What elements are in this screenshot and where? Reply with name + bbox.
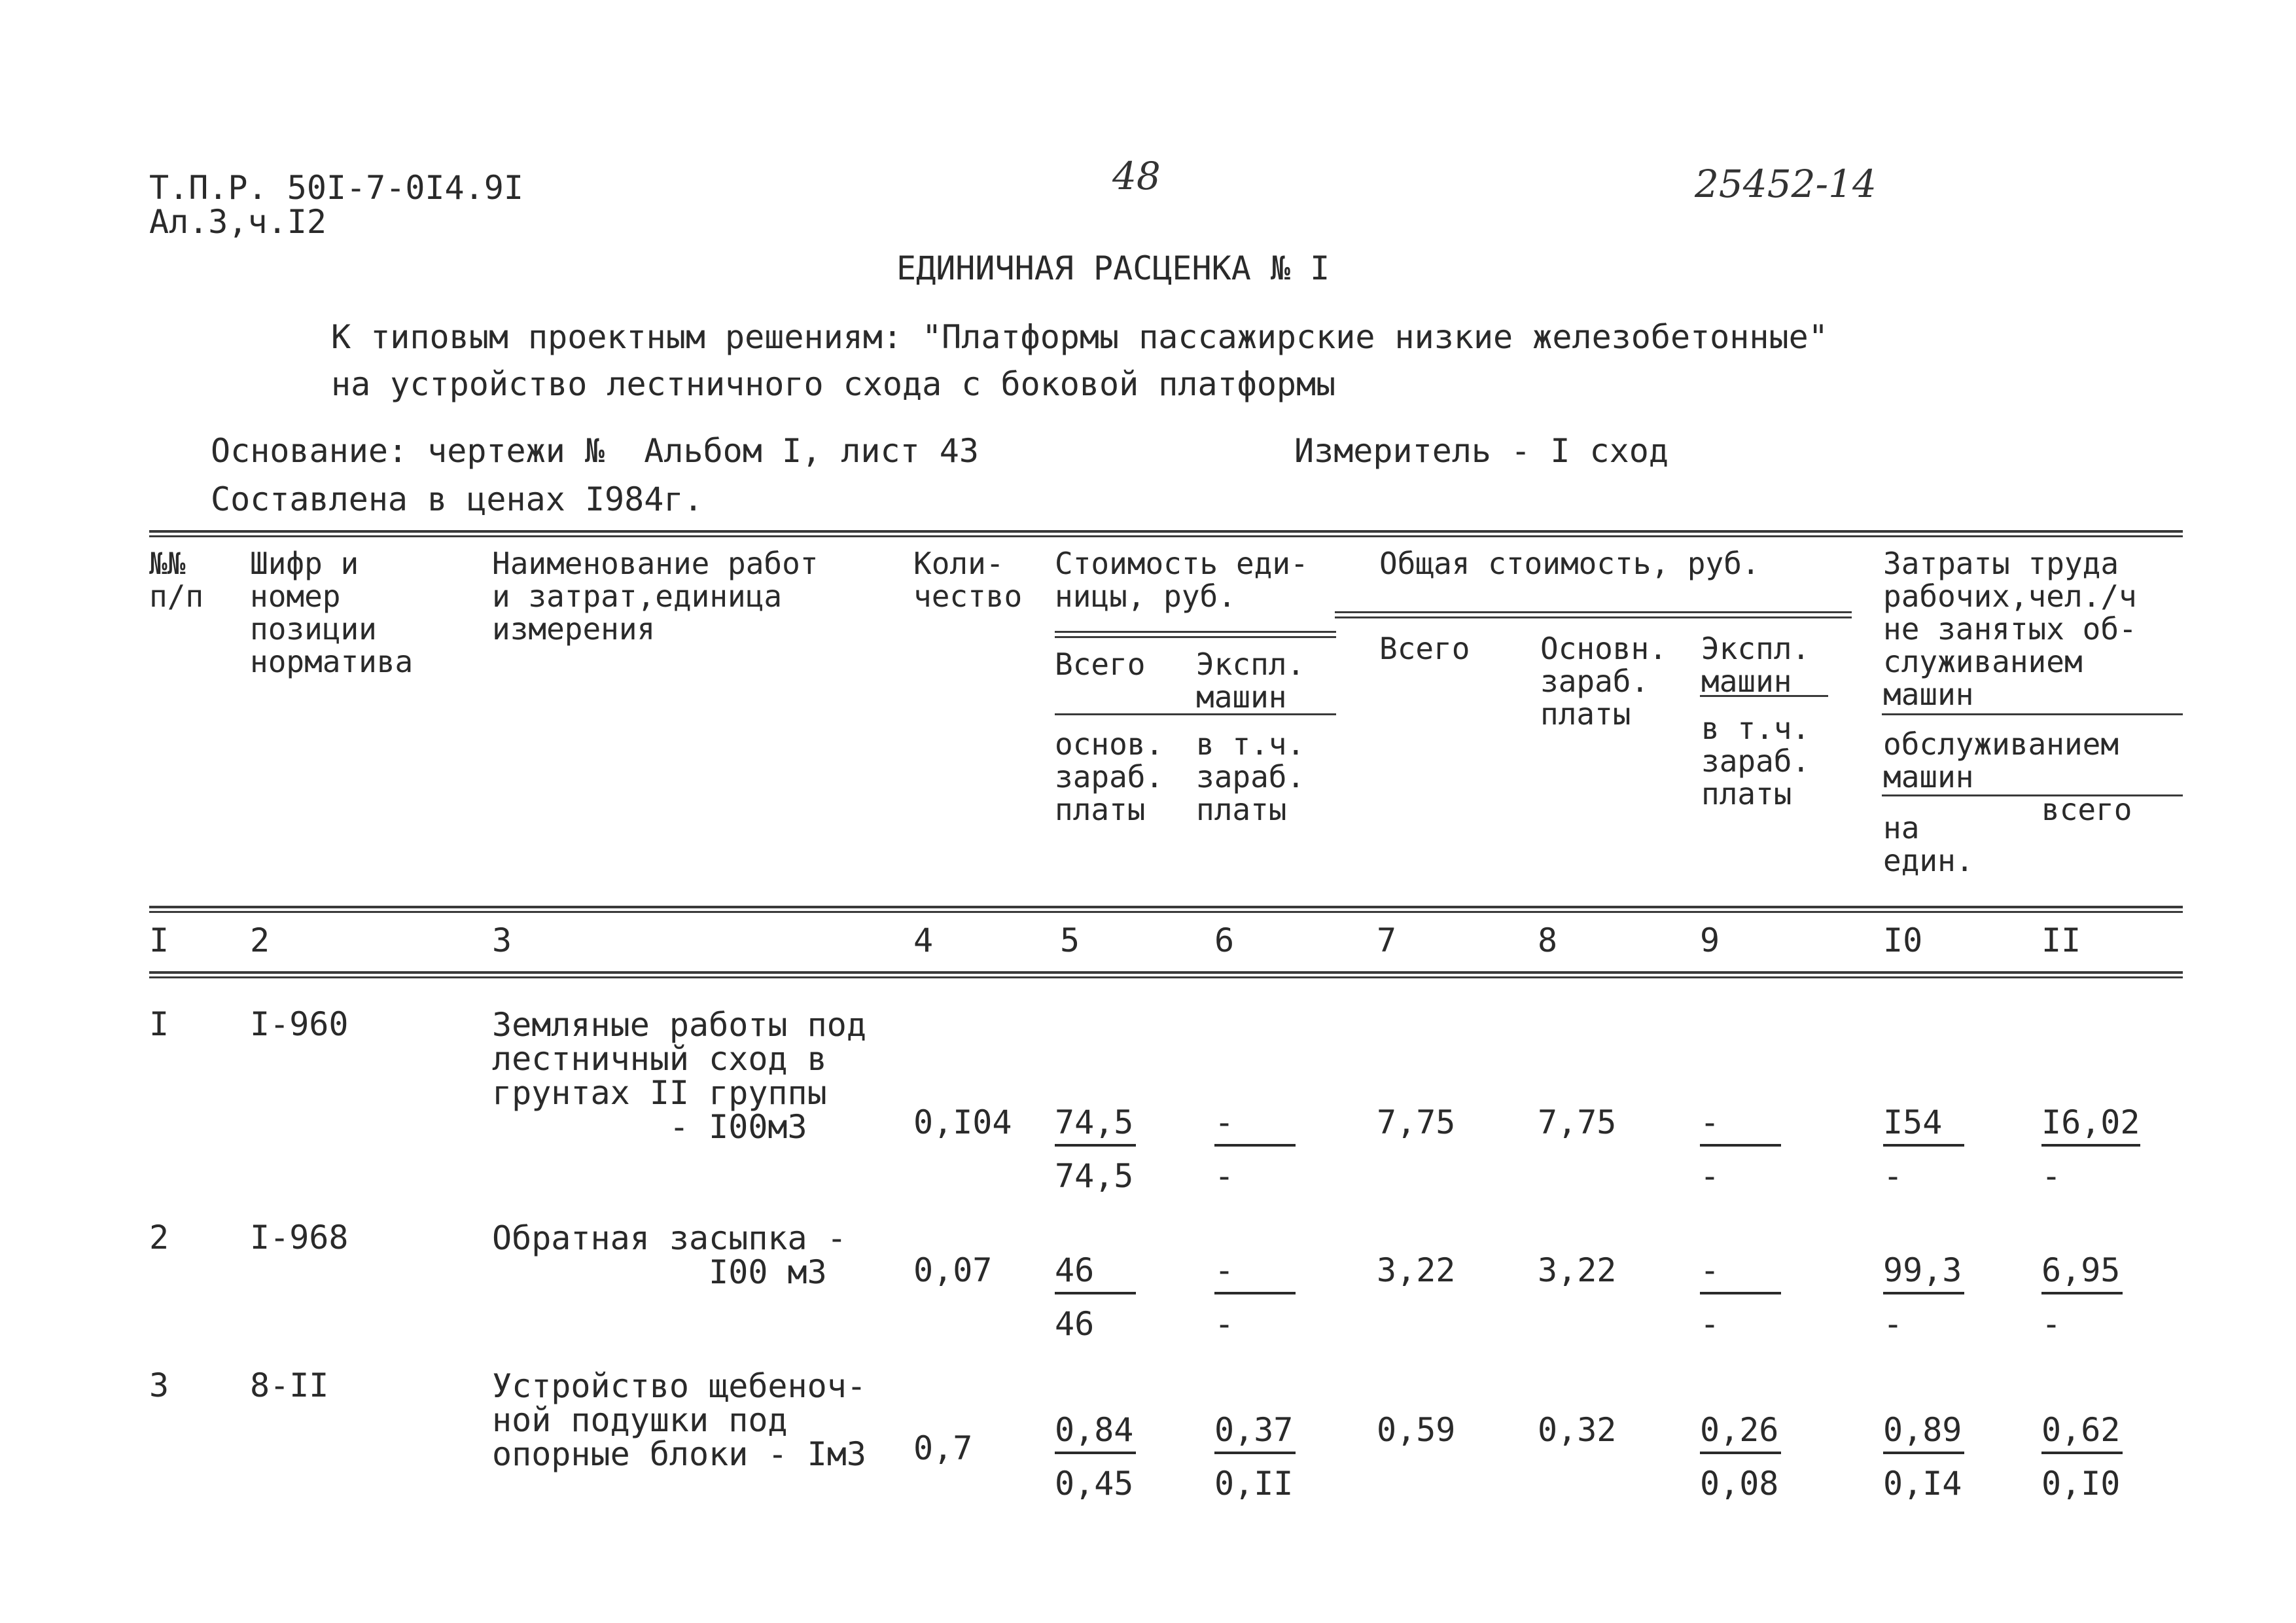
table-top-rule-2 (149, 535, 2183, 537)
column-number: 9 (1700, 921, 1720, 959)
row-2-col7: 3,22 (1377, 1251, 1456, 1289)
unit-cost-rule (1055, 631, 1336, 633)
row-1-col8: 7,75 (1538, 1103, 1617, 1141)
row-2-col10-unit: 99,3 (1883, 1254, 1964, 1294)
row-1-col7: 7,75 (1377, 1103, 1456, 1141)
subtitle-line-2: на устройство лестничного схода с боковой платформы (331, 365, 1336, 403)
row-3-number: 3 (149, 1366, 169, 1404)
row-1-col5-total: 74,5 (1055, 1106, 1136, 1147)
row-2-col5-wage: 46 (1055, 1305, 1095, 1343)
row-1-col11-total: I6,02 (2041, 1106, 2140, 1147)
row-1-name: Земляные работы под лестничный сход в грунтах II группы - I00м3 (492, 1006, 866, 1146)
total-cost-rule-2 (1335, 616, 1852, 618)
row-3-col5 (1055, 1411, 1136, 1503)
column-number: 7 (1377, 921, 1397, 959)
labor-sub-rule (1882, 713, 2183, 715)
row-2-name: Обратная засыпка - I00 м3 (492, 1219, 847, 1291)
row-1-col6-machines: - (1214, 1106, 1296, 1147)
labor-service-rule (1882, 794, 2183, 796)
total-cost-rule (1335, 611, 1852, 613)
subtitle-line-1: К типовым проектным решениям: "Платформы пассажирские низкие железобетонные" (331, 318, 1828, 356)
row-1-number: I (149, 1005, 169, 1043)
col-header-8: Основн. зараб. платы (1540, 631, 1667, 732)
col-header-10: на един. (1883, 810, 1974, 878)
row-1-col6-wage: - (1214, 1157, 1235, 1195)
header-bottom-rule-2 (149, 911, 2183, 913)
prices-line: Составлена в ценах I984г. (211, 480, 703, 518)
col-header-9-bottom: в т.ч. зараб. платы (1701, 711, 1810, 812)
registration-number: 25452-14 (1695, 162, 1877, 206)
row-3-col6-wage: 0,II (1214, 1465, 1294, 1503)
col-header-code: Шифр и номер позиции норматива (250, 546, 414, 679)
col-header-quantity: Коли- чество (913, 546, 1023, 614)
col-header-unit-cost: Стоимость еди- ницы, руб. (1055, 546, 1309, 614)
row-2-quantity: 0,07 (913, 1251, 993, 1289)
column-number: 8 (1538, 921, 1558, 959)
row-1-col6 (1214, 1103, 1296, 1195)
row-2-col6 (1214, 1251, 1296, 1343)
column-number: 4 (913, 921, 934, 959)
row-3-col11-total: 0,62 (2041, 1414, 2123, 1454)
row-3-col6 (1214, 1411, 1296, 1503)
row-3-code: 8-II (250, 1366, 329, 1404)
row-1-col5 (1055, 1103, 1136, 1195)
row-2-col10-service: - (1883, 1305, 1903, 1343)
row-1-col11 (2041, 1103, 2140, 1195)
column-number: I (149, 921, 169, 959)
row-3-col6-machines: 0,37 (1214, 1414, 1296, 1454)
row-3-col10-unit: 0,89 (1883, 1414, 1964, 1454)
header-bottom-rule (149, 906, 2183, 908)
col-header-labor: Затраты труда рабочих,чел./ч не занятых об- служиванием машин (1883, 546, 2137, 712)
row-3-col11-service: 0,I0 (2041, 1465, 2121, 1503)
col-header-6-top: Экспл. машин (1196, 647, 1305, 715)
row-3-col9 (1700, 1411, 1781, 1503)
document-title: ЕДИНИЧНАЯ РАСЦЕНКА № I (896, 249, 1330, 287)
row-3-col10-service: 0,I4 (1883, 1465, 1962, 1503)
column-number: 3 (492, 921, 512, 959)
col-header-7: Всего (1379, 631, 1470, 666)
unit-cost-sub-rule (1055, 713, 1336, 715)
meter-line: Измеритель - I сход (1294, 432, 1669, 470)
row-1-quantity: 0,I04 (913, 1103, 1012, 1141)
row-2-col9 (1700, 1251, 1781, 1343)
row-1-col10-unit: I54 (1883, 1106, 1964, 1147)
row-2-code: I-968 (250, 1219, 349, 1257)
row-3-col5-total: 0,84 (1055, 1414, 1136, 1454)
row-1-code: I-960 (250, 1005, 349, 1043)
row-1-col11-service: - (2041, 1157, 2062, 1195)
row-1-col9 (1700, 1103, 1781, 1195)
row-2-col8: 3,22 (1538, 1251, 1617, 1289)
row-3-col9-machines: 0,26 (1700, 1414, 1781, 1454)
row-2-col5 (1055, 1251, 1136, 1343)
row-2-number: 2 (149, 1219, 169, 1257)
col-header-11: всего (2041, 792, 2132, 827)
column-number: 6 (1214, 921, 1235, 959)
unit-cost-rule-2 (1055, 636, 1336, 638)
row-2-col11-total: 6,95 (2041, 1254, 2123, 1294)
row-3-col8: 0,32 (1538, 1411, 1617, 1449)
col-header-9-top: Экспл. машин (1701, 631, 1810, 699)
album-reference: Ал.3,ч.I2 (149, 203, 327, 241)
document-code: Т.П.Р. 50I-7-0I4.9I (149, 169, 523, 207)
row-2-col6-wage: - (1214, 1305, 1235, 1343)
col-header-5-top: Всего (1055, 647, 1146, 682)
row-3-col10 (1883, 1411, 1964, 1503)
row-1-col5-wage: 74,5 (1055, 1157, 1134, 1195)
column-number: 5 (1060, 921, 1080, 959)
row-1-col9-machines: - (1700, 1106, 1781, 1147)
col-header-total-cost: Общая стоимость, руб. (1379, 546, 1760, 581)
column-number: 2 (250, 921, 270, 959)
row-2-col6-machines: - (1214, 1254, 1296, 1294)
row-3-col7: 0,59 (1377, 1411, 1456, 1449)
machine-sub-rule (1700, 695, 1828, 697)
column-number: II (2041, 921, 2081, 959)
row-3-name: Устройство щебеноч- ной подушки под опорные блоки - Iм3 (492, 1367, 866, 1473)
colnum-bottom-rule-2 (149, 976, 2183, 978)
page-number: 48 (1112, 154, 1161, 198)
col-header-number: №№ п/п (149, 546, 204, 614)
row-1-col10-service: - (1883, 1157, 1903, 1195)
row-3-col11 (2041, 1411, 2123, 1503)
col-header-name: Наименование работ и затрат,единица измерения (492, 546, 819, 647)
col-header-6-bottom: в т.ч. зараб. платы (1196, 726, 1305, 827)
row-2-col9-wage: - (1700, 1305, 1720, 1343)
column-number: I0 (1883, 921, 1923, 959)
row-2-col11-service: - (2041, 1305, 2062, 1343)
row-2-col9-machines: - (1700, 1254, 1781, 1294)
row-3-col5-wage: 0,45 (1055, 1465, 1134, 1503)
row-3-quantity: 0,7 (913, 1429, 973, 1467)
col-header-5-bottom: основ. зараб. платы (1055, 726, 1164, 827)
row-2-col5-total: 46 (1055, 1254, 1136, 1294)
row-1-col9-wage: - (1700, 1157, 1720, 1195)
row-3-col9-wage: 0,08 (1700, 1465, 1779, 1503)
colnum-bottom-rule (149, 971, 2183, 974)
row-2-col10 (1883, 1251, 1964, 1343)
basis-line: Основание: чертежи № Альбом I, лист 43 (211, 432, 979, 470)
table-top-rule (149, 530, 2183, 533)
row-2-col11 (2041, 1251, 2123, 1343)
row-1-col10 (1883, 1103, 1964, 1195)
col-header-labor-service: обслуживанием машин (1883, 726, 2119, 794)
